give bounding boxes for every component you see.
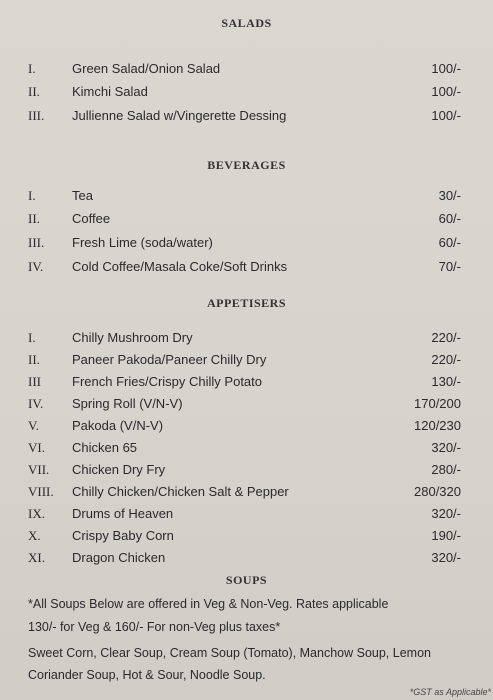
item-name: Drums of Heaven (72, 506, 174, 521)
item-name: Chilly Mushroom Dry (72, 330, 193, 345)
item-number: XI. (28, 550, 45, 565)
item-number: I. (28, 61, 36, 76)
menu-item (0, 484, 493, 502)
item-number: X. (28, 528, 41, 543)
item-number: VI. (28, 440, 45, 455)
menu-item (0, 108, 493, 126)
item-name: Fresh Lime (soda/water) (72, 235, 213, 250)
item-price: 70/- (438, 259, 461, 274)
soups-note-line2: 130/- for Veg & 160/- For non-Veg plus taxes* (28, 620, 281, 634)
item-number: V. (28, 418, 39, 433)
item-price: 100/- (431, 61, 461, 76)
item-price: 170/200 (414, 396, 461, 411)
item-number: II. (28, 352, 40, 367)
menu-item (0, 418, 493, 436)
menu-item (0, 235, 493, 253)
item-number: III (28, 374, 41, 389)
item-price: 30/- (438, 188, 461, 203)
item-price: 220/- (431, 352, 461, 367)
item-number: II. (28, 211, 40, 226)
item-name: Spring Roll (V/N-V) (72, 396, 183, 411)
menu-item (0, 462, 493, 480)
item-name: Cold Coffee/Masala Coke/Soft Drinks (72, 259, 288, 274)
item-number: I. (28, 330, 36, 345)
menu-item (0, 188, 493, 206)
menu-item (0, 528, 493, 546)
item-name: Chicken Dry Fry (72, 462, 166, 477)
item-name: Pakoda (V/N-V) (72, 418, 164, 433)
menu-item (0, 330, 493, 348)
item-number: II. (28, 84, 40, 99)
item-price: 100/- (431, 108, 461, 123)
item-name: Chicken 65 (72, 440, 138, 455)
item-price: 320/- (431, 506, 461, 521)
item-name: Jullienne Salad w/Vingerette Dessing (72, 108, 287, 123)
item-number: VII. (28, 462, 50, 477)
item-price: 320/- (431, 550, 461, 565)
item-name: Tea (72, 188, 93, 203)
menu-item (0, 396, 493, 414)
item-name: Green Salad/Onion Salad (72, 61, 221, 76)
menu-item (0, 259, 493, 277)
beverages-heading: BEVERAGES (207, 158, 286, 172)
item-number: IV. (28, 396, 44, 411)
item-name: Paneer Pakoda/Paneer Chilly Dry (72, 352, 267, 367)
menu-item (0, 374, 493, 392)
salads-heading: SALADS (221, 16, 272, 30)
menu-item (0, 211, 493, 229)
item-price: 60/- (438, 235, 461, 250)
item-price: 120/230 (414, 418, 461, 433)
item-name: French Fries/Crispy Chilly Potato (72, 374, 262, 389)
item-price: 100/- (431, 84, 461, 99)
item-name: Crispy Baby Corn (72, 528, 174, 543)
item-price: 320/- (431, 440, 461, 455)
gst-note: *GST as Applicable* (409, 687, 491, 697)
menu-item (0, 506, 493, 524)
item-number: III. (28, 108, 45, 123)
item-price: 280/- (431, 462, 461, 477)
menu-item (0, 84, 493, 102)
item-price: 130/- (431, 374, 461, 389)
item-number: IX. (28, 506, 45, 521)
item-price: 280/320 (414, 484, 461, 499)
item-name: Coffee (72, 211, 111, 226)
appetisers-heading: APPETISERS (206, 296, 287, 310)
soups-note-line1: *All Soups Below are offered in Veg & Non-Veg. Rates applicable (28, 597, 389, 611)
menu-item (0, 352, 493, 370)
item-name: Chilly Chicken/Chicken Salt & Pepper (72, 484, 289, 499)
item-name: Dragon Chicken (72, 550, 166, 565)
item-name: Kimchi Salad (72, 84, 148, 99)
soups-list: Sweet Corn, Clear Soup, Cream Soup (Tomato), Manchow Soup, Lemon Coriander Soup, Hot & Sour, Noodle Soup. (28, 646, 431, 682)
item-price: 190/- (431, 528, 461, 543)
item-number: I. (28, 188, 36, 203)
soups-heading: SOUPS (225, 573, 268, 587)
menu-item (0, 550, 493, 568)
menu-item (0, 61, 493, 79)
item-price: 60/- (438, 211, 461, 226)
item-price: 220/- (431, 330, 461, 345)
item-number: VIII. (28, 484, 54, 499)
item-number: III. (28, 235, 45, 250)
item-number: IV. (28, 259, 44, 274)
menu-item (0, 440, 493, 458)
